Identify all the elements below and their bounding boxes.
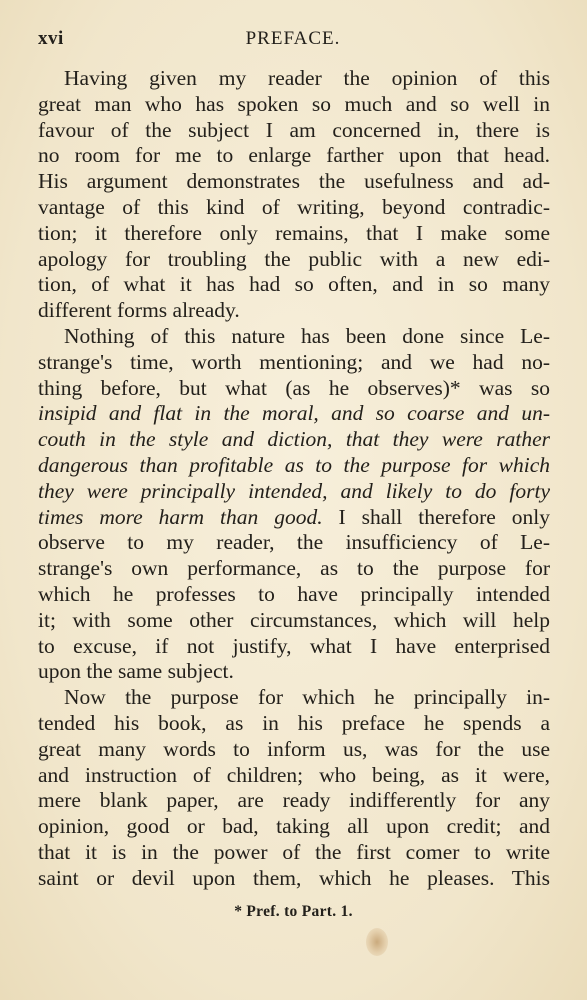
- text-line: [38, 866, 550, 892]
- page-number: xvi: [38, 28, 64, 49]
- text-line: [38, 556, 550, 582]
- body-text: [38, 66, 550, 892]
- text-line: [38, 788, 550, 814]
- text-segment: no room for me to enlarge farther upon that head.: [38, 143, 550, 168]
- text-line: [38, 814, 550, 840]
- text-line: [38, 737, 550, 763]
- text-segment: strange's own performance, as to the purpose for: [38, 556, 550, 581]
- text-segment: different forms already.: [38, 298, 240, 323]
- text-segment: thing before, but what (as he observes)* was so: [38, 375, 550, 400]
- text-segment: opinion, good or bad, taking all upon credit; and: [38, 814, 550, 839]
- text-segment: and instruction of children; who being, as it were,: [38, 762, 550, 787]
- text-line: [38, 685, 550, 711]
- italic-text: insipid and flat in the moral, and so coarse and un-: [38, 401, 550, 426]
- running-head: PREFACE.: [245, 28, 341, 49]
- text-line: [38, 659, 550, 685]
- text-line: [38, 505, 550, 531]
- text-segment: great man who has spoken so much and so well in: [38, 91, 550, 116]
- text-line: [38, 427, 550, 453]
- text-line: [38, 298, 550, 324]
- text-segment: Now the purpose for which he principally in-: [64, 685, 550, 710]
- italic-text: dangerous than profitable as to the purpose for which: [38, 452, 550, 477]
- text-line: [38, 530, 550, 556]
- text-segment: strange's time, worth mentioning; and we had no-: [38, 349, 550, 374]
- text-segment: tion, of what it has had so often, and in so many: [38, 272, 550, 297]
- text-line: [38, 92, 550, 118]
- text-line: [38, 634, 550, 660]
- italic-text: times more harm than good.: [38, 504, 323, 529]
- text-segment: to excuse, if not justify, what I have enterprised: [38, 633, 550, 658]
- text-line: [38, 118, 550, 144]
- text-line: [38, 195, 550, 221]
- text-segment: His argument demonstrates the usefulness and ad-: [38, 169, 550, 194]
- text-line: [38, 169, 550, 195]
- italic-text: they were principally intended, and likely to do forty: [38, 478, 550, 503]
- text-segment: mere blank paper, are ready indifferently for any: [38, 788, 550, 813]
- paper-stain: [366, 928, 388, 956]
- text-line: [38, 66, 550, 92]
- text-segment: it; with some other circumstances, which will help: [38, 607, 550, 632]
- text-segment: great many words to inform us, was for the use: [38, 736, 550, 761]
- text-segment: Having given my reader the opinion of this: [64, 66, 550, 90]
- text-line: [38, 324, 550, 350]
- text-line: [38, 221, 550, 247]
- footnote: * Pref. to Part. 1.: [234, 903, 353, 920]
- text-segment: tion; it therefore only remains, that I make some: [38, 220, 550, 245]
- text-line: [38, 272, 550, 298]
- text-line: [38, 582, 550, 608]
- text-segment: saint or devil upon them, which he pleases. This: [38, 865, 550, 890]
- text-line: [38, 401, 550, 427]
- text-line: [38, 376, 550, 402]
- italic-text: couth in the style and diction, that they were rather: [38, 427, 550, 452]
- text-segment: I shall therefore only: [322, 504, 550, 529]
- text-line: [38, 763, 550, 789]
- text-line: [38, 143, 550, 169]
- text-segment: favour of the subject I am concerned in, there is: [38, 117, 550, 142]
- text-segment: upon the same subject.: [38, 659, 234, 684]
- text-line: [38, 247, 550, 273]
- text-segment: that it is in the power of the first comer to write: [38, 839, 550, 864]
- text-segment: Nothing of this nature has been done since Le-: [64, 323, 550, 348]
- text-segment: tended his book, as in his preface he spends a: [38, 710, 550, 735]
- text-line: [38, 608, 550, 634]
- text-segment: which he professes to have principally intended: [38, 581, 550, 606]
- text-segment: apology for troubling the public with a new edi-: [38, 246, 550, 271]
- text-line: [38, 453, 550, 479]
- text-line: [38, 350, 550, 376]
- text-line: [38, 711, 550, 737]
- page-header: [38, 28, 548, 50]
- text-segment: observe to my reader, the insufficiency of Le-: [38, 530, 550, 555]
- text-segment: vantage of this kind of writing, beyond contradic-: [38, 194, 550, 219]
- text-line: [38, 840, 550, 866]
- text-line: [38, 479, 550, 505]
